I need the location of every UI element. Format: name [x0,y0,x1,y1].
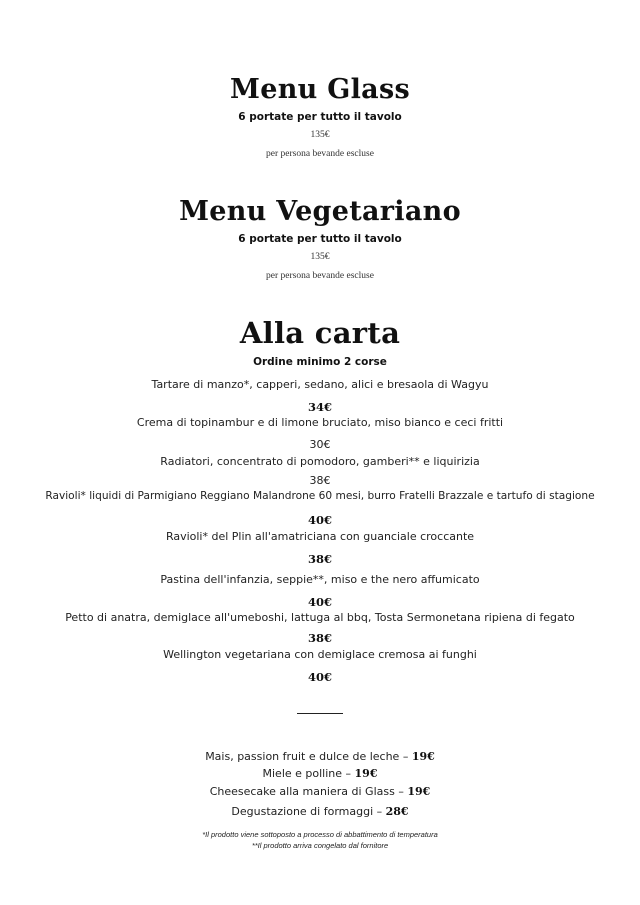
alla-carta-title: Alla carta [239,316,401,350]
dessert-name: Degustazione di formaggi [231,805,374,818]
dish-name: Pastina dell'infanzia, seppie**, miso e the nero affumicato [160,573,480,586]
dessert-price: 19€ [407,785,431,798]
dessert-separator: – [342,767,355,780]
dish-name: Wellington vegetariana con demiglace cremosa ai funghi [163,648,477,661]
dessert-name: Mais, passion fruit e dulce de leche [205,750,400,763]
dish-price: 34€ [307,400,332,414]
menu-vegetariano-price: 135€ [310,252,330,262]
dessert-price: 19€ [354,767,378,780]
dish-price: 40€ [307,670,332,684]
dish-name: Radiatori, concentrato di pomodoro, gamberi** e liquirizia [160,455,480,468]
dish-price: 40€ [307,513,332,527]
dessert-item [0,767,640,780]
dessert-name: Cheesecake alla maniera di Glass [209,785,395,798]
dish-price: 38€ [307,552,332,566]
menu-vegetariano-note: per persona bevande escluse [266,271,374,281]
footnote-congelato: **Il prodotto arriva congelato dal fornitore [251,841,389,850]
dish-name: Crema di topinambur e di limone bruciato, miso bianco e ceci fritti [136,416,504,429]
dish-price: 38€ [307,631,332,645]
menu-vegetariano-title: Menu Vegetariano [179,196,461,227]
dessert-separator: – [399,750,412,763]
dish-price: 38€ [309,474,331,487]
menu-glass-subtitle: 6 portate per tutto il tavolo [238,111,402,123]
menu-glass-note: per persona bevande escluse [266,149,374,159]
dessert-separator: – [394,785,408,798]
dessert-name: Miele e polline [262,767,343,780]
dish-price: 30€ [309,438,331,451]
dessert-item [0,785,640,798]
footnote-abbattimento: *Il prodotto viene sottoposto a processo di abbattimento di temperatura [202,830,438,839]
dessert-item [0,805,640,818]
alla-carta-subtitle: Ordine minimo 2 corse [253,356,387,368]
dish-name: Ravioli* del Plin all'amatriciana con guanciale croccante [165,530,475,543]
dessert-price: 28€ [385,805,409,818]
menu-glass-title: Menu Glass [230,74,410,105]
dessert-item [0,750,640,763]
dish-name: Ravioli* liquidi di Parmigiano Reggiano Malandrone 60 mesi, burro Fratelli Brazzale e tartufo di stagione [45,490,595,502]
dish-name: Tartare di manzo*, capperi, sedano, alici e bresaola di Wagyu [151,378,489,391]
section-divider [297,713,343,714]
dessert-price: 19€ [411,750,435,763]
menu-glass-price: 135€ [310,130,330,140]
dish-name: Petto di anatra, demiglace all'umeboshi, lattuga al bbq, Tosta Sermonetana ripiena di fegato [65,611,575,624]
dish-price: 40€ [307,595,332,609]
menu-vegetariano-subtitle: 6 portate per tutto il tavolo [238,233,402,245]
dessert-separator: – [373,805,386,818]
